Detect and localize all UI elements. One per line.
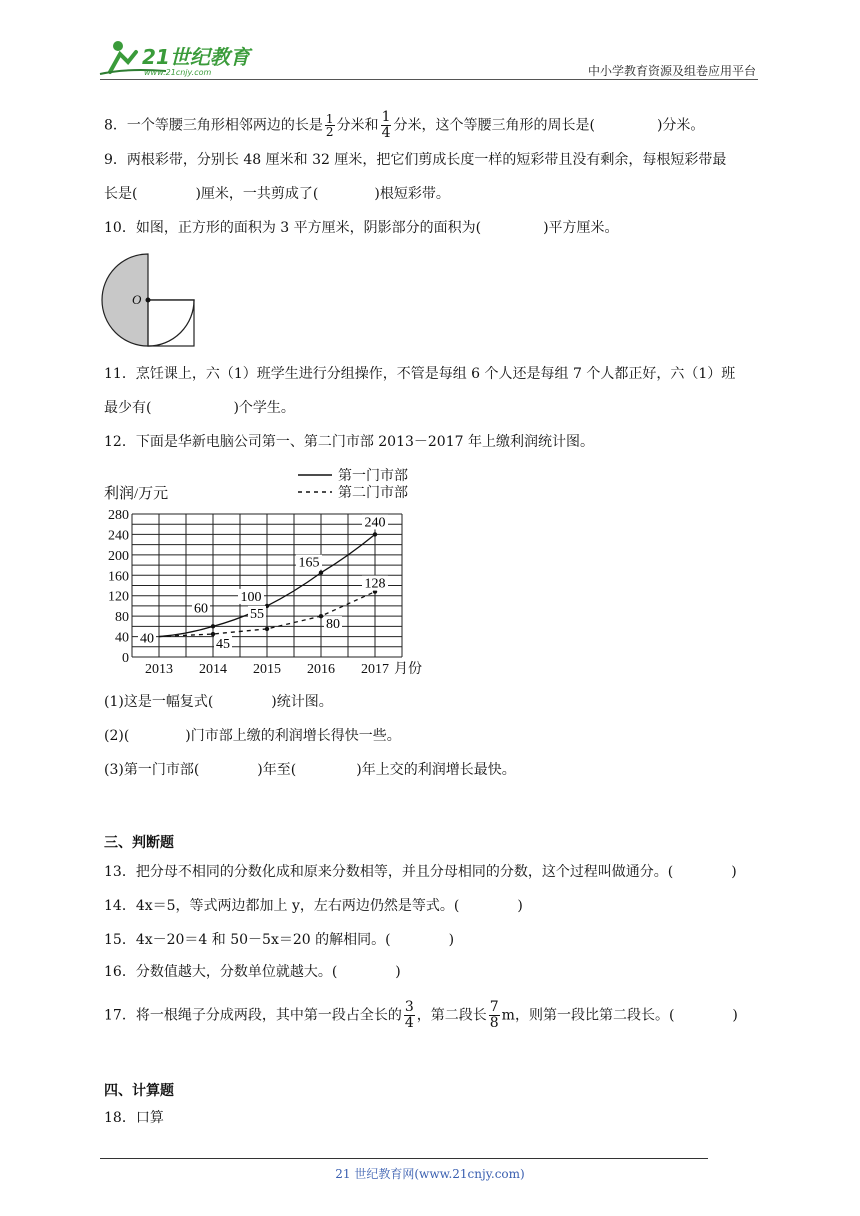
data-label: 55 (250, 606, 264, 622)
y-axis-label: 利润/万元 (104, 486, 169, 502)
legend-label: 第二门市部 (338, 486, 408, 501)
data-label: 128 (364, 576, 386, 592)
question-12-sub3: (3)第一门市部( )年至( )年上交的利润增长最快。 (104, 762, 516, 778)
question-12-sub2: (2)( )门市部上缴的利润增长得快一些。 (104, 728, 401, 744)
y-tick-label: 80 (115, 610, 129, 626)
question-17: 17．将一根绳子分成两段，其中第一段占全长的 $\frac{3}{4}$ ，第二段长 $\frac{7}{8}$ m，则第一段比第二段长。( ) (104, 999, 738, 1031)
question-11-line2: 最少有( )个学生。 (104, 400, 295, 416)
svg-text:21世纪教育: 21世纪教育 (142, 45, 250, 69)
legend-label: 第一门市部 (338, 469, 408, 484)
y-tick-label: 240 (108, 528, 129, 544)
x-tick-label: 2013 (145, 662, 173, 677)
x-tick-label: 2015 (253, 662, 281, 677)
question-12-sub1: (1)这是一幅复式( )统计图。 (104, 694, 333, 710)
data-point (373, 532, 377, 536)
fraction-three-quarters: $\frac{3}{4}$ (404, 999, 414, 1031)
y-tick-label: 0 (122, 651, 129, 666)
section-title-judgement: 三、判断题 (104, 835, 174, 851)
fraction-half: $\frac{1}{2}$ (325, 112, 334, 139)
footer-text: 21 世纪教育网(www.21cnjy.com) (335, 1167, 525, 1181)
header-divider (100, 79, 758, 80)
y-tick-label: 160 (108, 569, 129, 585)
platform-name: 中小学教育资源及组卷应用平台 (587, 64, 756, 78)
data-label: 240 (364, 515, 386, 531)
center-label: O (132, 292, 142, 307)
question-15: 15．4x－20＝4 和 50－5x＝20 的解相同。( ) (104, 932, 455, 948)
svg-text:www.21cnjy.com: www.21cnjy.com (144, 68, 212, 77)
circle-square-figure (98, 252, 198, 354)
data-point (319, 571, 323, 575)
site-logo (96, 38, 266, 78)
question-10: 10．如图，正方形的面积为 3 平方厘米，阴影部分的面积为( )平方厘米。 (104, 220, 619, 236)
fraction-quarter: $\frac{1}{4}$ (381, 109, 391, 141)
data-label: 60 (194, 601, 208, 617)
data-point (211, 624, 215, 628)
data-label: 100 (240, 589, 262, 605)
data-label: 40 (140, 631, 154, 647)
data-point (265, 627, 269, 631)
question-18: 18．口算 (104, 1110, 164, 1126)
x-tick-label: 2014 (199, 662, 227, 677)
question-9-line1: 9．两根彩带，分别长 48 厘米和 32 厘米，把它们剪成长度一样的短彩带且没有剩余，每根短彩带最 (104, 152, 727, 168)
footer-divider (100, 1158, 708, 1159)
fraction-seven-eighths: $\frac{7}{8}$ (489, 999, 499, 1031)
data-label: 80 (326, 617, 340, 633)
question-14: 14．4x＝5，等式两边都加上 y，左右两边仍然是等式。( ) (104, 898, 523, 914)
question-13: 13．把分母不相同的分数化成和原来分数相等，并且分母相同的分数，这个过程叫做通分。( ) (104, 864, 737, 880)
question-16: 16．分数值越大，分数单位就越大。( ) (104, 964, 401, 980)
y-tick-label: 120 (108, 589, 129, 605)
x-axis-label: 月份 (394, 662, 422, 677)
question-11-line1: 11．烹饪课上，六（1）班学生进行分组操作，不管是每组 6 个人还是每组 7 个人都正好，六（1）班 (104, 366, 736, 382)
question-12-intro: 12．下面是华新电脑公司第一、第二门市部 2013－2017 年上缴利润统计图。 (104, 434, 594, 450)
y-tick-label: 40 (115, 630, 129, 646)
question-8: 8．一个等腰三角形相邻两边的长是 $\frac{1}{2}$ 分米和 $\frac{1}{4}$ 分米，这个等腰三角形的周长是( )分米。 (104, 109, 705, 141)
y-tick-label: 280 (108, 508, 129, 523)
profit-line-chart (100, 465, 440, 681)
data-point (211, 632, 215, 636)
question-9-line2: 长是( )厘米，一共剪成了( )根短彩带。 (104, 186, 450, 202)
x-tick-label: 2016 (307, 662, 335, 677)
data-label: 165 (298, 555, 320, 571)
data-point (319, 614, 323, 618)
x-tick-label: 2017 (361, 662, 389, 677)
section-title-calculation: 四、计算题 (104, 1083, 174, 1099)
data-label: 45 (216, 637, 230, 653)
y-tick-label: 200 (108, 548, 129, 564)
